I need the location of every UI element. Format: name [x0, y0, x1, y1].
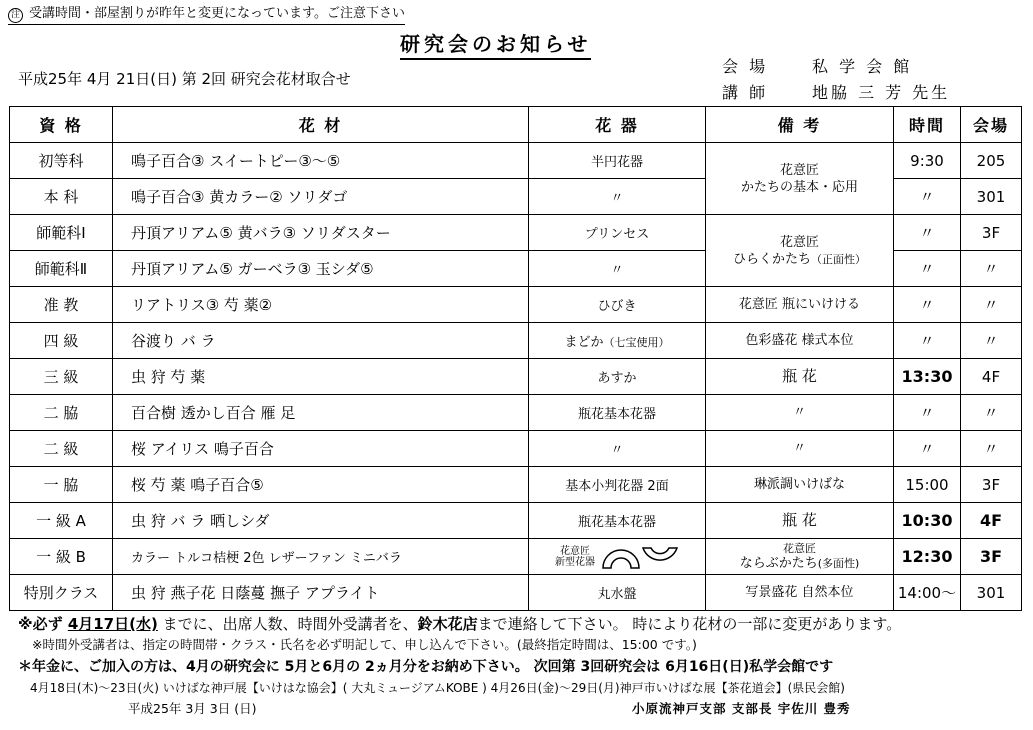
footer-overtime-note: ※時間外受講者は、指定の時間帯・クラス・氏名を必ず明記して、申し込んで下さい。(最終指定時間は、15:00 です。): [32, 637, 697, 652]
footer-text: まで連絡して下さい。 時により花材の一部に変更があります。: [477, 615, 902, 633]
notice-text: 受講時間・部屋割りが昨年と変更になっています。ご注意下さい: [29, 6, 405, 21]
note-cell-merged: [706, 215, 894, 287]
time-cell: 〃: [894, 251, 961, 287]
vessel-small: （七宝使用）: [603, 336, 670, 349]
note-cell: 〃: [706, 431, 894, 467]
lecturer-info: [722, 80, 950, 103]
flowers-cell: カラー トルコ桔梗 2色 レザーファン ミニバラ: [113, 539, 529, 575]
room-cell: 〃: [961, 395, 1022, 431]
notice-mark: 注: [8, 8, 23, 23]
note-cell: 琳派調いけばな: [706, 467, 894, 503]
lecturer-label: 講 師: [722, 83, 769, 102]
vessel-cell: プリンセス: [529, 215, 706, 251]
flowers-cell: 鳴子百合③ スイートピー③～⑤: [113, 143, 529, 179]
vessel-cell: 瓶花基本花器: [529, 503, 706, 539]
flowers-cell: 丹頂アリアム⑤ 黄バラ③ ソリダスター: [113, 215, 529, 251]
grade-cell: 一 脇: [10, 467, 113, 503]
footer-exhibitions: 4月18日(木)～23日(火) いけばな神戸展【いけはな協会】( 大丸ミュージアムKOBE ) 4月26日(金)～29日(月)神戸市いけばな展【茶花道会】(県民会館): [30, 681, 845, 695]
venue-info: [722, 54, 912, 77]
footer-text: までに、出席人数、時間外受講者を、: [157, 615, 418, 633]
note-main: ひらくかたち: [732, 251, 811, 267]
flowers-cell: 桜 芍 薬 鳴子百合⑤: [113, 467, 529, 503]
table-row: [10, 575, 1022, 611]
header-note: 備 考: [706, 107, 894, 143]
header-vessel: 花 器: [529, 107, 706, 143]
grade-cell: 師範科Ⅰ: [10, 215, 113, 251]
table-row: [10, 539, 1022, 575]
footer-contact-note: [18, 613, 901, 634]
note-cell: 写景盛花 自然本位: [706, 575, 894, 611]
table-row: [10, 503, 1022, 539]
grade-cell: 一 級 B: [10, 539, 113, 575]
vessel-cell: あすか: [529, 359, 706, 395]
vessel-cell: 丸水盤: [529, 575, 706, 611]
footer-pension-note: ＊年金に、ご加入の方は、4月の研究会に 5月と6月の 2ヵ月分をお納め下さい。 次回第 3回研究会は 6月16日(日)私学会館です: [18, 659, 834, 675]
header-room: 会場: [961, 107, 1022, 143]
time-cell: 15:00: [894, 467, 961, 503]
flowers-cell: 百合樹 透かし百合 雁 足: [113, 395, 529, 431]
meeting-subtitle: 平成25年 4月 21日(日) 第 2回 研究会花材取合せ: [18, 70, 351, 88]
schedule-table: [9, 106, 1022, 611]
flowers-cell: リアトリス③ 芍 薬②: [113, 287, 529, 323]
table-row: [10, 467, 1022, 503]
header-time: 時間: [894, 107, 961, 143]
note-cell: 瓶 花: [706, 359, 894, 395]
vessel-main: まどか: [564, 335, 604, 350]
room-cell: 3F: [961, 215, 1022, 251]
lecturer-value: 地脇 三 芳 先生: [812, 83, 951, 102]
room-cell: 3F: [961, 467, 1022, 503]
grade-cell: 一 級 A: [10, 503, 113, 539]
notice-line: [8, 2, 405, 25]
note-main: ならぶかたち: [739, 555, 818, 571]
time-cell: 〃: [894, 395, 961, 431]
shop-name: 鈴木花店: [417, 615, 478, 633]
room-cell: 〃: [961, 323, 1022, 359]
flowers-cell: 谷渡り バ ラ: [113, 323, 529, 359]
note-cell: 花意匠 瓶にいけける: [706, 287, 894, 323]
note-cell: [706, 539, 894, 575]
vessel-cell: 〃: [529, 179, 706, 215]
room-cell: 〃: [961, 287, 1022, 323]
grade-cell: 二 脇: [10, 395, 113, 431]
room-cell: 〃: [961, 431, 1022, 467]
venue-value: 私 学 会 館: [812, 57, 913, 76]
table-row: [10, 287, 1022, 323]
room-cell: 4F: [961, 359, 1022, 395]
time-cell: 〃: [894, 431, 961, 467]
note-line: [706, 251, 893, 268]
table-row: [10, 431, 1022, 467]
room-cell: 301: [961, 179, 1022, 215]
vessel-cell: 〃: [529, 431, 706, 467]
flowers-cell: 鳴子百合③ 黄カラー② ソリダゴ: [113, 179, 529, 215]
header-grade: 資 格: [10, 107, 113, 143]
table-row: [10, 395, 1022, 431]
footer-signature: 小原流神戸支部 支部長 宇佐川 豊秀: [632, 701, 851, 716]
time-cell: 10:30: [894, 503, 961, 539]
room-cell: 〃: [961, 251, 1022, 287]
time-cell: 14:00～: [894, 575, 961, 611]
grade-cell: 師範科Ⅱ: [10, 251, 113, 287]
note-cell: 瓶 花: [706, 503, 894, 539]
vessel-cell: [529, 323, 706, 359]
time-cell: 12:30: [894, 539, 961, 575]
note-small: （正面性）: [811, 252, 866, 266]
note-line: 花意匠: [779, 234, 819, 250]
venue-label: 会 場: [722, 57, 769, 76]
vessel-cell: ひびき: [529, 287, 706, 323]
table-row: [10, 143, 1022, 179]
note-small: (多面性): [817, 556, 860, 570]
grade-cell: 三 級: [10, 359, 113, 395]
note-cell: 〃: [706, 395, 894, 431]
vessel-cell: 瓶花基本花器: [529, 395, 706, 431]
vessel-cell: 〃: [529, 251, 706, 287]
note-line: 花意匠: [783, 541, 816, 555]
vessel-cell: 半円花器: [529, 143, 706, 179]
page-title: 研究会のお知らせ: [400, 28, 591, 60]
time-cell: 〃: [894, 287, 961, 323]
vessel-label-line: 花意匠: [560, 545, 590, 557]
grade-cell: 准 教: [10, 287, 113, 323]
vessel-cell: 基本小判花器 2面: [529, 467, 706, 503]
room-cell: 301: [961, 575, 1022, 611]
deadline-date: 4月17日(水): [67, 615, 158, 633]
flowers-cell: 虫 狩 燕子花 日蔭蔓 撫子 アプライト: [113, 575, 529, 611]
flowers-cell: 丹頂アリアム⑤ ガーベラ③ 玉シダ⑤: [113, 251, 529, 287]
room-cell: 3F: [961, 539, 1022, 575]
time-cell: 〃: [894, 323, 961, 359]
time-cell: 〃: [894, 179, 961, 215]
grade-cell: 本 科: [10, 179, 113, 215]
table-header-row: [10, 107, 1022, 143]
grade-cell: 初等科: [10, 143, 113, 179]
footer-text: ※必ず: [18, 615, 68, 633]
grade-cell: 二 級: [10, 431, 113, 467]
flowers-cell: 桜 アイリス 鳴子百合: [113, 431, 529, 467]
room-cell: 205: [961, 143, 1022, 179]
note-line: かたちの基本・応用: [740, 179, 858, 195]
vessel-cell: [529, 539, 706, 575]
time-cell: 9:30: [894, 143, 961, 179]
vessel-label: [555, 546, 595, 568]
vessel-special: [529, 544, 705, 570]
time-cell: 13:30: [894, 359, 961, 395]
note-cell: 色彩盛花 様式本位: [706, 323, 894, 359]
room-cell: 4F: [961, 503, 1022, 539]
table-row: [10, 359, 1022, 395]
footer-date: 平成25年 3月 3日 (日): [128, 701, 257, 716]
vessel-shape-icon: [601, 544, 679, 570]
note-line: [706, 555, 893, 572]
note-line: 花意匠: [779, 162, 819, 178]
grade-cell: 特別クラス: [10, 575, 113, 611]
table-row: [10, 215, 1022, 251]
vessel-label-line: 新型花器: [555, 556, 595, 568]
flowers-cell: 虫 狩 バ ラ 晒しシダ: [113, 503, 529, 539]
flowers-cell: 虫 狩 芍 薬: [113, 359, 529, 395]
grade-cell: 四 級: [10, 323, 113, 359]
table-row: [10, 323, 1022, 359]
time-cell: 〃: [894, 215, 961, 251]
header-flowers: 花 材: [113, 107, 529, 143]
note-cell-merged: [706, 143, 894, 215]
